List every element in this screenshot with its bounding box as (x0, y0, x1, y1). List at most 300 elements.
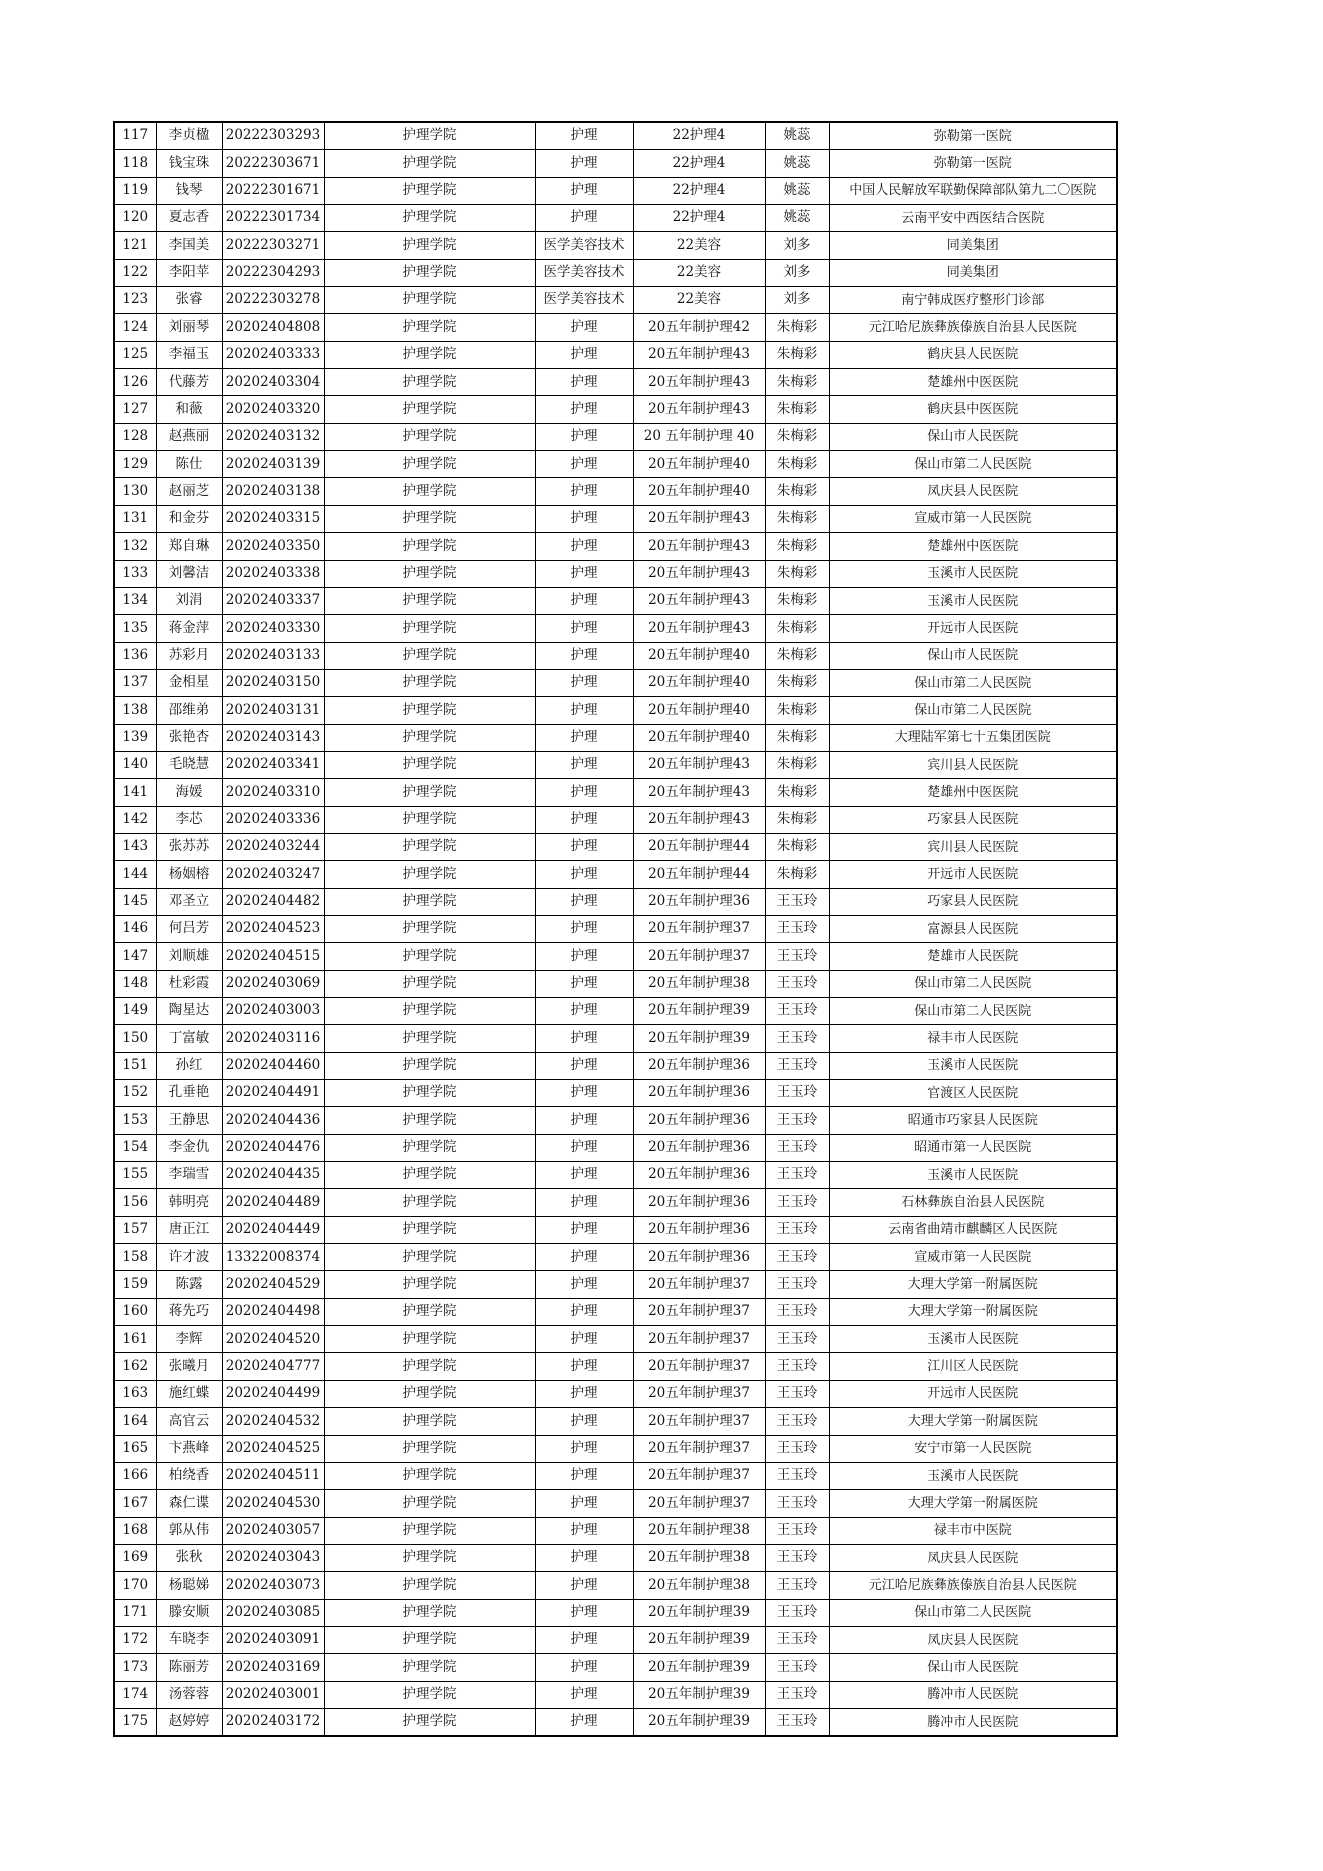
student-name-cell: 张苏苏 (156, 833, 222, 860)
student-id-cell: 20202403247 (222, 861, 324, 888)
student-id-cell: 20202403310 (222, 779, 324, 806)
class-name-cell: 20五年制护理43 (633, 779, 765, 806)
hospital-cell: 保山市第二人民医院 (829, 1599, 1117, 1626)
class-name-cell: 20五年制护理43 (633, 587, 765, 614)
college-cell: 护理学院 (324, 1080, 535, 1107)
class-name-cell: 20五年制护理37 (633, 915, 765, 942)
college-cell: 护理学院 (324, 779, 535, 806)
student-id-cell: 20202404482 (222, 888, 324, 915)
table-row (114, 888, 1117, 915)
major-cell: 护理 (535, 806, 633, 833)
table-row (114, 259, 1117, 286)
table-row (114, 505, 1117, 532)
student-id-cell: 20202404449 (222, 1216, 324, 1243)
student-name-cell: 张睿 (156, 287, 222, 314)
class-name-cell: 20五年制护理40 (633, 642, 765, 669)
student-name-cell: 陶星达 (156, 998, 222, 1025)
instructor-cell: 朱梅彩 (765, 669, 829, 696)
row-number-cell: 168 (114, 1517, 156, 1544)
instructor-cell: 朱梅彩 (765, 451, 829, 478)
student-name-cell: 何吕芳 (156, 915, 222, 942)
student-id-cell: 20202403069 (222, 970, 324, 997)
college-cell: 护理学院 (324, 1654, 535, 1681)
hospital-cell: 玉溪市人民医院 (829, 1326, 1117, 1353)
student-name-cell: 车晓李 (156, 1626, 222, 1653)
major-cell: 护理 (535, 150, 633, 177)
instructor-cell: 姚蕊 (765, 205, 829, 232)
student-id-cell: 20202403320 (222, 396, 324, 423)
hospital-cell: 宾川县人民医院 (829, 833, 1117, 860)
college-cell: 护理学院 (324, 697, 535, 724)
college-cell: 护理学院 (324, 1408, 535, 1435)
student-name-cell: 钱琴 (156, 177, 222, 204)
row-number-cell: 131 (114, 505, 156, 532)
row-number-cell: 149 (114, 998, 156, 1025)
student-name-cell: 陈丽芳 (156, 1654, 222, 1681)
student-name-cell: 李贞楹 (156, 122, 222, 150)
major-cell: 护理 (535, 1626, 633, 1653)
table-row (114, 806, 1117, 833)
student-name-cell: 孔垂艳 (156, 1080, 222, 1107)
student-id-cell: 20202403336 (222, 806, 324, 833)
table-row (114, 1134, 1117, 1161)
major-cell: 护理 (535, 505, 633, 532)
instructor-cell: 朱梅彩 (765, 314, 829, 341)
hospital-cell: 禄丰市中医院 (829, 1517, 1117, 1544)
table-row (114, 478, 1117, 505)
major-cell: 护理 (535, 1599, 633, 1626)
table-row (114, 1681, 1117, 1708)
instructor-cell: 王玉玲 (765, 1517, 829, 1544)
roster-body (114, 122, 1117, 1736)
college-cell: 护理学院 (324, 341, 535, 368)
hospital-cell: 禄丰市人民医院 (829, 1025, 1117, 1052)
student-name-cell: 苏彩月 (156, 642, 222, 669)
college-cell: 护理学院 (324, 560, 535, 587)
hospital-cell: 腾冲市人民医院 (829, 1681, 1117, 1708)
student-id-cell: 20202404489 (222, 1189, 324, 1216)
student-name-cell: 毛晓慧 (156, 751, 222, 778)
college-cell: 护理学院 (324, 1544, 535, 1571)
row-number-cell: 151 (114, 1052, 156, 1079)
row-number-cell: 138 (114, 697, 156, 724)
hospital-cell: 楚雄市人民医院 (829, 943, 1117, 970)
row-number-cell: 152 (114, 1080, 156, 1107)
student-name-cell: 张曦月 (156, 1353, 222, 1380)
student-id-cell: 20222301671 (222, 177, 324, 204)
student-name-cell: 刘涓 (156, 587, 222, 614)
instructor-cell: 刘多 (765, 259, 829, 286)
class-name-cell: 20五年制护理39 (633, 998, 765, 1025)
college-cell: 护理学院 (324, 833, 535, 860)
college-cell: 护理学院 (324, 451, 535, 478)
hospital-cell: 开远市人民医院 (829, 1380, 1117, 1407)
college-cell: 护理学院 (324, 423, 535, 450)
class-name-cell: 20五年制护理39 (633, 1654, 765, 1681)
table-row (114, 1107, 1117, 1134)
class-name-cell: 22护理4 (633, 205, 765, 232)
major-cell: 护理 (535, 1025, 633, 1052)
student-id-cell: 20202404525 (222, 1435, 324, 1462)
table-row (114, 1435, 1117, 1462)
student-id-cell: 20202403043 (222, 1544, 324, 1571)
student-name-cell: 王静思 (156, 1107, 222, 1134)
student-name-cell: 杨姻榕 (156, 861, 222, 888)
student-id-cell: 20202403169 (222, 1654, 324, 1681)
major-cell: 护理 (535, 314, 633, 341)
student-name-cell: 李辉 (156, 1326, 222, 1353)
major-cell: 护理 (535, 615, 633, 642)
row-number-cell: 157 (114, 1216, 156, 1243)
college-cell: 护理学院 (324, 533, 535, 560)
student-id-cell: 20202404529 (222, 1271, 324, 1298)
table-row (114, 943, 1117, 970)
hospital-cell: 保山市第二人民医院 (829, 669, 1117, 696)
college-cell: 护理学院 (324, 177, 535, 204)
major-cell: 医学美容技术 (535, 287, 633, 314)
hospital-cell: 宣威市第一人民医院 (829, 505, 1117, 532)
table-row (114, 1052, 1117, 1079)
hospital-cell: 富源县人民医院 (829, 915, 1117, 942)
college-cell: 护理学院 (324, 122, 535, 150)
row-number-cell: 132 (114, 533, 156, 560)
major-cell: 护理 (535, 1654, 633, 1681)
table-row (114, 1462, 1117, 1489)
row-number-cell: 155 (114, 1162, 156, 1189)
table-row (114, 1572, 1117, 1599)
table-row (114, 861, 1117, 888)
hospital-cell: 宣威市第一人民医院 (829, 1244, 1117, 1271)
row-number-cell: 172 (114, 1626, 156, 1653)
instructor-cell: 王玉玲 (765, 1626, 829, 1653)
table-row (114, 779, 1117, 806)
student-id-cell: 13322008374 (222, 1244, 324, 1271)
row-number-cell: 118 (114, 150, 156, 177)
student-id-cell: 20222303271 (222, 232, 324, 259)
student-id-cell: 20222303671 (222, 150, 324, 177)
major-cell: 护理 (535, 1544, 633, 1571)
major-cell: 护理 (535, 478, 633, 505)
instructor-cell: 朱梅彩 (765, 833, 829, 860)
major-cell: 医学美容技术 (535, 259, 633, 286)
major-cell: 护理 (535, 724, 633, 751)
class-name-cell: 20五年制护理43 (633, 806, 765, 833)
major-cell: 医学美容技术 (535, 232, 633, 259)
class-name-cell: 20五年制护理36 (633, 1107, 765, 1134)
class-name-cell: 20五年制护理40 (633, 478, 765, 505)
hospital-cell: 大理大学第一附属医院 (829, 1271, 1117, 1298)
row-number-cell: 160 (114, 1298, 156, 1325)
row-number-cell: 139 (114, 724, 156, 751)
table-row (114, 122, 1117, 150)
student-name-cell: 张艳杏 (156, 724, 222, 751)
major-cell: 护理 (535, 751, 633, 778)
table-row (114, 1271, 1117, 1298)
row-number-cell: 150 (114, 1025, 156, 1052)
college-cell: 护理学院 (324, 287, 535, 314)
hospital-cell: 安宁市第一人民医院 (829, 1435, 1117, 1462)
hospital-cell: 玉溪市人民医院 (829, 560, 1117, 587)
student-id-cell: 20202404532 (222, 1408, 324, 1435)
instructor-cell: 朱梅彩 (765, 341, 829, 368)
hospital-cell: 江川区人民医院 (829, 1353, 1117, 1380)
row-number-cell: 142 (114, 806, 156, 833)
table-row (114, 396, 1117, 423)
instructor-cell: 王玉玲 (765, 1544, 829, 1571)
instructor-cell: 朱梅彩 (765, 505, 829, 532)
student-id-cell: 20202404520 (222, 1326, 324, 1353)
student-name-cell: 许才波 (156, 1244, 222, 1271)
class-name-cell: 20五年制护理37 (633, 1408, 765, 1435)
major-cell: 护理 (535, 998, 633, 1025)
hospital-cell: 大理大学第一附属医院 (829, 1298, 1117, 1325)
student-name-cell: 滕安顺 (156, 1599, 222, 1626)
row-number-cell: 145 (114, 888, 156, 915)
college-cell: 护理学院 (324, 1326, 535, 1353)
hospital-cell: 大理大学第一附属医院 (829, 1490, 1117, 1517)
major-cell: 护理 (535, 205, 633, 232)
student-name-cell: 蒋先巧 (156, 1298, 222, 1325)
hospital-cell: 同美集团 (829, 232, 1117, 259)
row-number-cell: 154 (114, 1134, 156, 1161)
row-number-cell: 119 (114, 177, 156, 204)
instructor-cell: 王玉玲 (765, 1353, 829, 1380)
major-cell: 护理 (535, 533, 633, 560)
college-cell: 护理学院 (324, 478, 535, 505)
hospital-cell: 楚雄州中医医院 (829, 369, 1117, 396)
class-name-cell: 20五年制护理37 (633, 1271, 765, 1298)
major-cell: 护理 (535, 1052, 633, 1079)
student-id-cell: 20202403001 (222, 1681, 324, 1708)
instructor-cell: 刘多 (765, 287, 829, 314)
hospital-cell: 巧家县人民医院 (829, 806, 1117, 833)
row-number-cell: 163 (114, 1380, 156, 1407)
row-number-cell: 124 (114, 314, 156, 341)
table-row (114, 1626, 1117, 1653)
hospital-cell: 腾冲市人民医院 (829, 1708, 1117, 1736)
college-cell: 护理学院 (324, 1244, 535, 1271)
table-row (114, 1599, 1117, 1626)
table-row (114, 1353, 1117, 1380)
major-cell: 护理 (535, 1681, 633, 1708)
class-name-cell: 22护理4 (633, 122, 765, 150)
student-name-cell: 邓圣立 (156, 888, 222, 915)
class-name-cell: 20五年制护理40 (633, 697, 765, 724)
major-cell: 护理 (535, 369, 633, 396)
college-cell: 护理学院 (324, 861, 535, 888)
instructor-cell: 朱梅彩 (765, 587, 829, 614)
student-name-cell: 金相星 (156, 669, 222, 696)
row-number-cell: 173 (114, 1654, 156, 1681)
instructor-cell: 朱梅彩 (765, 560, 829, 587)
class-name-cell: 20五年制护理37 (633, 943, 765, 970)
table-row (114, 1517, 1117, 1544)
instructor-cell: 朱梅彩 (765, 697, 829, 724)
student-name-cell: 蒋金萍 (156, 615, 222, 642)
row-number-cell: 156 (114, 1189, 156, 1216)
college-cell: 护理学院 (324, 396, 535, 423)
student-id-cell: 20202403330 (222, 615, 324, 642)
student-name-cell: 和金芬 (156, 505, 222, 532)
student-id-cell: 20202403338 (222, 560, 324, 587)
class-name-cell: 20五年制护理38 (633, 1517, 765, 1544)
college-cell: 护理学院 (324, 1517, 535, 1544)
instructor-cell: 姚蕊 (765, 177, 829, 204)
student-name-cell: 刘顺雄 (156, 943, 222, 970)
table-row (114, 615, 1117, 642)
student-id-cell: 20202403337 (222, 587, 324, 614)
row-number-cell: 140 (114, 751, 156, 778)
class-name-cell: 20五年制护理43 (633, 505, 765, 532)
college-cell: 护理学院 (324, 888, 535, 915)
major-cell: 护理 (535, 888, 633, 915)
student-id-cell: 20202404777 (222, 1353, 324, 1380)
hospital-cell: 中国人民解放军联勤保障部队第九二〇医院 (829, 177, 1117, 204)
row-number-cell: 147 (114, 943, 156, 970)
student-id-cell: 20202403172 (222, 1708, 324, 1736)
major-cell: 护理 (535, 1162, 633, 1189)
hospital-cell: 元江哈尼族彝族傣族自治县人民医院 (829, 1572, 1117, 1599)
instructor-cell: 王玉玲 (765, 1380, 829, 1407)
student-name-cell: 杜彩霞 (156, 970, 222, 997)
hospital-cell: 楚雄州中医医院 (829, 779, 1117, 806)
instructor-cell: 王玉玲 (765, 1298, 829, 1325)
hospital-cell: 保山市第二人民医院 (829, 451, 1117, 478)
student-id-cell: 20202404515 (222, 943, 324, 970)
hospital-cell: 保山市人民医院 (829, 1654, 1117, 1681)
table-row (114, 1380, 1117, 1407)
college-cell: 护理学院 (324, 505, 535, 532)
college-cell: 护理学院 (324, 615, 535, 642)
row-number-cell: 129 (114, 451, 156, 478)
student-id-cell: 20202403315 (222, 505, 324, 532)
hospital-cell: 保山市第二人民医院 (829, 998, 1117, 1025)
hospital-cell: 大理大学第一附属医院 (829, 1408, 1117, 1435)
instructor-cell: 王玉玲 (765, 915, 829, 942)
instructor-cell: 朱梅彩 (765, 423, 829, 450)
instructor-cell: 王玉玲 (765, 1681, 829, 1708)
student-id-cell: 20202403133 (222, 642, 324, 669)
college-cell: 护理学院 (324, 669, 535, 696)
row-number-cell: 171 (114, 1599, 156, 1626)
student-name-cell: 刘馨洁 (156, 560, 222, 587)
class-name-cell: 20五年制护理43 (633, 533, 765, 560)
row-number-cell: 133 (114, 560, 156, 587)
hospital-cell: 开远市人民医院 (829, 615, 1117, 642)
instructor-cell: 王玉玲 (765, 1490, 829, 1517)
major-cell: 护理 (535, 177, 633, 204)
major-cell: 护理 (535, 1189, 633, 1216)
class-name-cell: 20五年制护理37 (633, 1380, 765, 1407)
hospital-cell: 保山市人民医院 (829, 642, 1117, 669)
instructor-cell: 朱梅彩 (765, 533, 829, 560)
major-cell: 护理 (535, 587, 633, 614)
student-name-cell: 唐正江 (156, 1216, 222, 1243)
class-name-cell: 20五年制护理39 (633, 1708, 765, 1736)
college-cell: 护理学院 (324, 1353, 535, 1380)
table-row (114, 1544, 1117, 1571)
class-name-cell: 20五年制护理36 (633, 1244, 765, 1271)
college-cell: 护理学院 (324, 1681, 535, 1708)
instructor-cell: 朱梅彩 (765, 642, 829, 669)
student-id-cell: 20202404499 (222, 1380, 324, 1407)
row-number-cell: 121 (114, 232, 156, 259)
college-cell: 护理学院 (324, 1134, 535, 1161)
table-row (114, 1216, 1117, 1243)
class-name-cell: 20五年制护理37 (633, 1353, 765, 1380)
row-number-cell: 123 (114, 287, 156, 314)
row-number-cell: 144 (114, 861, 156, 888)
class-name-cell: 20五年制护理36 (633, 1162, 765, 1189)
major-cell: 护理 (535, 122, 633, 150)
student-id-cell: 20202403341 (222, 751, 324, 778)
table-row (114, 1654, 1117, 1681)
student-id-cell: 20202403091 (222, 1626, 324, 1653)
internship-roster-table (113, 121, 1118, 1737)
class-name-cell: 20五年制护理40 (633, 669, 765, 696)
table-row (114, 724, 1117, 751)
college-cell: 护理学院 (324, 369, 535, 396)
college-cell: 护理学院 (324, 1107, 535, 1134)
class-name-cell: 20五年制护理37 (633, 1435, 765, 1462)
student-name-cell: 施红蝶 (156, 1380, 222, 1407)
row-number-cell: 164 (114, 1408, 156, 1435)
college-cell: 护理学院 (324, 1162, 535, 1189)
class-name-cell: 20五年制护理36 (633, 1052, 765, 1079)
hospital-cell: 楚雄州中医医院 (829, 533, 1117, 560)
table-row (114, 369, 1117, 396)
college-cell: 护理学院 (324, 998, 535, 1025)
instructor-cell: 刘多 (765, 232, 829, 259)
row-number-cell: 136 (114, 642, 156, 669)
row-number-cell: 130 (114, 478, 156, 505)
table-row (114, 341, 1117, 368)
college-cell: 护理学院 (324, 1599, 535, 1626)
student-id-cell: 20202404498 (222, 1298, 324, 1325)
instructor-cell: 王玉玲 (765, 1244, 829, 1271)
instructor-cell: 王玉玲 (765, 970, 829, 997)
instructor-cell: 朱梅彩 (765, 751, 829, 778)
student-id-cell: 20202403333 (222, 341, 324, 368)
major-cell: 护理 (535, 1107, 633, 1134)
class-name-cell: 20五年制护理43 (633, 615, 765, 642)
table-row (114, 970, 1117, 997)
college-cell: 护理学院 (324, 806, 535, 833)
row-number-cell: 162 (114, 1353, 156, 1380)
table-row (114, 287, 1117, 314)
student-id-cell: 20202403073 (222, 1572, 324, 1599)
college-cell: 护理学院 (324, 1626, 535, 1653)
row-number-cell: 166 (114, 1462, 156, 1489)
hospital-cell: 昭通市第一人民医院 (829, 1134, 1117, 1161)
instructor-cell: 王玉玲 (765, 1134, 829, 1161)
instructor-cell: 王玉玲 (765, 1080, 829, 1107)
table-row (114, 1326, 1117, 1353)
hospital-cell: 大理陆军第七十五集团医院 (829, 724, 1117, 751)
hospital-cell: 石林彝族自治县人民医院 (829, 1189, 1117, 1216)
major-cell: 护理 (535, 341, 633, 368)
row-number-cell: 125 (114, 341, 156, 368)
row-number-cell: 159 (114, 1271, 156, 1298)
table-row (114, 998, 1117, 1025)
student-name-cell: 李金仇 (156, 1134, 222, 1161)
instructor-cell: 朱梅彩 (765, 369, 829, 396)
instructor-cell: 王玉玲 (765, 1189, 829, 1216)
hospital-cell: 元江哈尼族彝族傣族自治县人民医院 (829, 314, 1117, 341)
hospital-cell: 玉溪市人民医院 (829, 587, 1117, 614)
student-name-cell: 赵丽芝 (156, 478, 222, 505)
class-name-cell: 20五年制护理36 (633, 1189, 765, 1216)
